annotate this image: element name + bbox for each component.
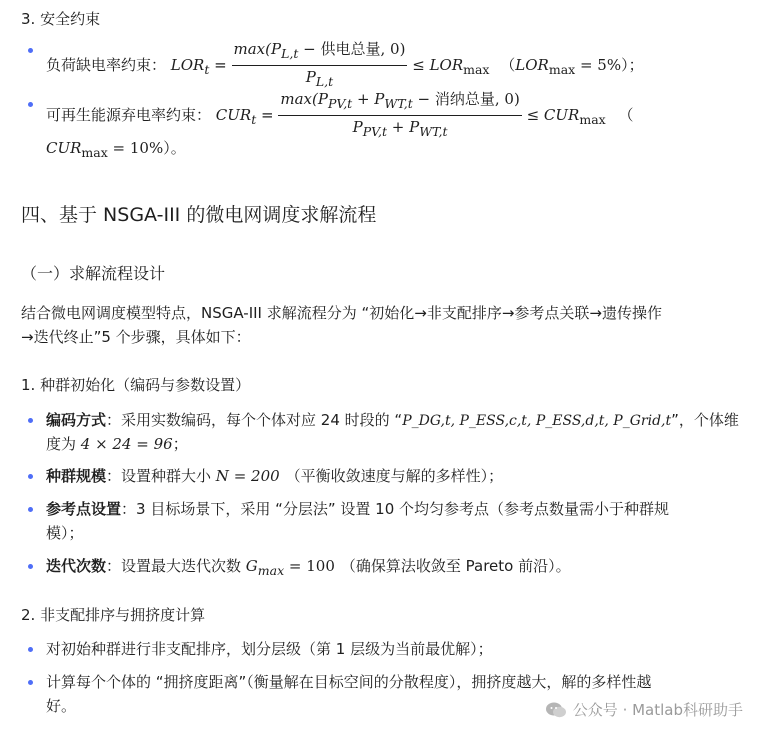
lor-label: 负荷缺电率约束： <box>46 56 167 74</box>
lor-lhs: $LOR_t$ <box>170 56 210 77</box>
bullet <box>28 418 33 423</box>
step2-title: 2. 非支配排序与拥挤度计算 <box>21 606 206 624</box>
lor-constraint: 负荷缺电率约束： $LOR_t$ = $\frac{\max(P_{L,t} - 供电总量, 0)}{P_{L,t}}$ ≤ $LOR_{max}$ $(LOR_{max} = 5\%)$； <box>46 38 644 93</box>
bullet <box>28 507 33 512</box>
watermark-text: 公众号 · Matlab科研助手 <box>572 701 743 719</box>
intro-line-2: →迭代终止”5 个步骤，具体如下： <box>21 328 251 346</box>
sort-item: 对初始种群进行非支配排序，划分层级（第 1 层级为当前最优解）； <box>46 640 493 658</box>
subsection-title-safety: 3. 安全约束 <box>21 10 101 28</box>
reference-point-item: 参考点设置：3 目标场景下，采用 “分层法” 设置 10 个均匀参考点（参考点数量需小于种群规 <box>46 500 670 518</box>
intro-line-1: 结合微电网调度模型特点，NSGA-III 求解流程分为 “初始化→非支配排序→参考点关联→遗传操作 <box>21 304 662 322</box>
wechat-icon <box>545 701 567 719</box>
bullet <box>28 102 33 107</box>
cur-constraint: 可再生能源弃电率约束： $CUR_t$ = $\frac{\max(P_{PV,t} + P_{WT,t} - 消纳总量, 0)}{P_{PV,t} + P_{WT,t}}$ ≤ $CUR_{max}$ （ <box>46 88 634 145</box>
encode-item-line2: 度为 4 × 24 = 96； <box>46 435 188 453</box>
bullet <box>28 564 33 569</box>
population-item: 种群规模：设置种群大小 N = 200 （平衡收敛速度与解的多样性）； <box>46 467 504 485</box>
bullet <box>28 474 33 479</box>
bullet <box>28 647 33 652</box>
bullet <box>28 48 33 53</box>
cur-fraction: $\frac{\max(P_{PV,t} + P_{WT,t} - 消纳总量, 0)}{P_{PV,t} + P_{WT,t}}$ <box>280 90 520 139</box>
reference-point-item-line2: 模）； <box>46 524 84 542</box>
subsection-heading: （一）求解流程设计 <box>21 264 166 283</box>
bullet <box>28 680 33 685</box>
cur-lhs: $CUR_t$ <box>215 106 257 127</box>
cur-max-value: $CUR_{max} = 10\%$）。 <box>46 139 186 160</box>
section-heading: 四、基于 NSGA-III 的微电网调度求解流程 <box>21 204 377 226</box>
lor-fraction: $\frac{\max(P_{L,t} - 供电总量, 0)}{P_{L,t}}$ <box>233 40 406 89</box>
encode-item: 编码方式：采用实数编码，每个个体对应 24 时段的 “P_DG,t, P_ESS,c,t, P_ESS,d,t, P_Grid,t”，个体维 <box>46 411 739 429</box>
crowding-item-line2: 好。 <box>46 697 77 715</box>
crowding-item: 计算每个个体的 “拥挤度距离”（衡量解在目标空间的分散程度），拥挤度越大，解的多样性越 <box>46 673 652 691</box>
iteration-item: 迭代次数：设置最大迭代次数 $G_{max} = 100$ （确保算法收敛至 Pareto 前沿）。 <box>46 557 571 578</box>
watermark <box>545 699 743 720</box>
cur-label: 可再生能源弃电率约束： <box>46 106 212 124</box>
step1-title: 1. 种群初始化（编码与参数设置） <box>21 376 251 394</box>
